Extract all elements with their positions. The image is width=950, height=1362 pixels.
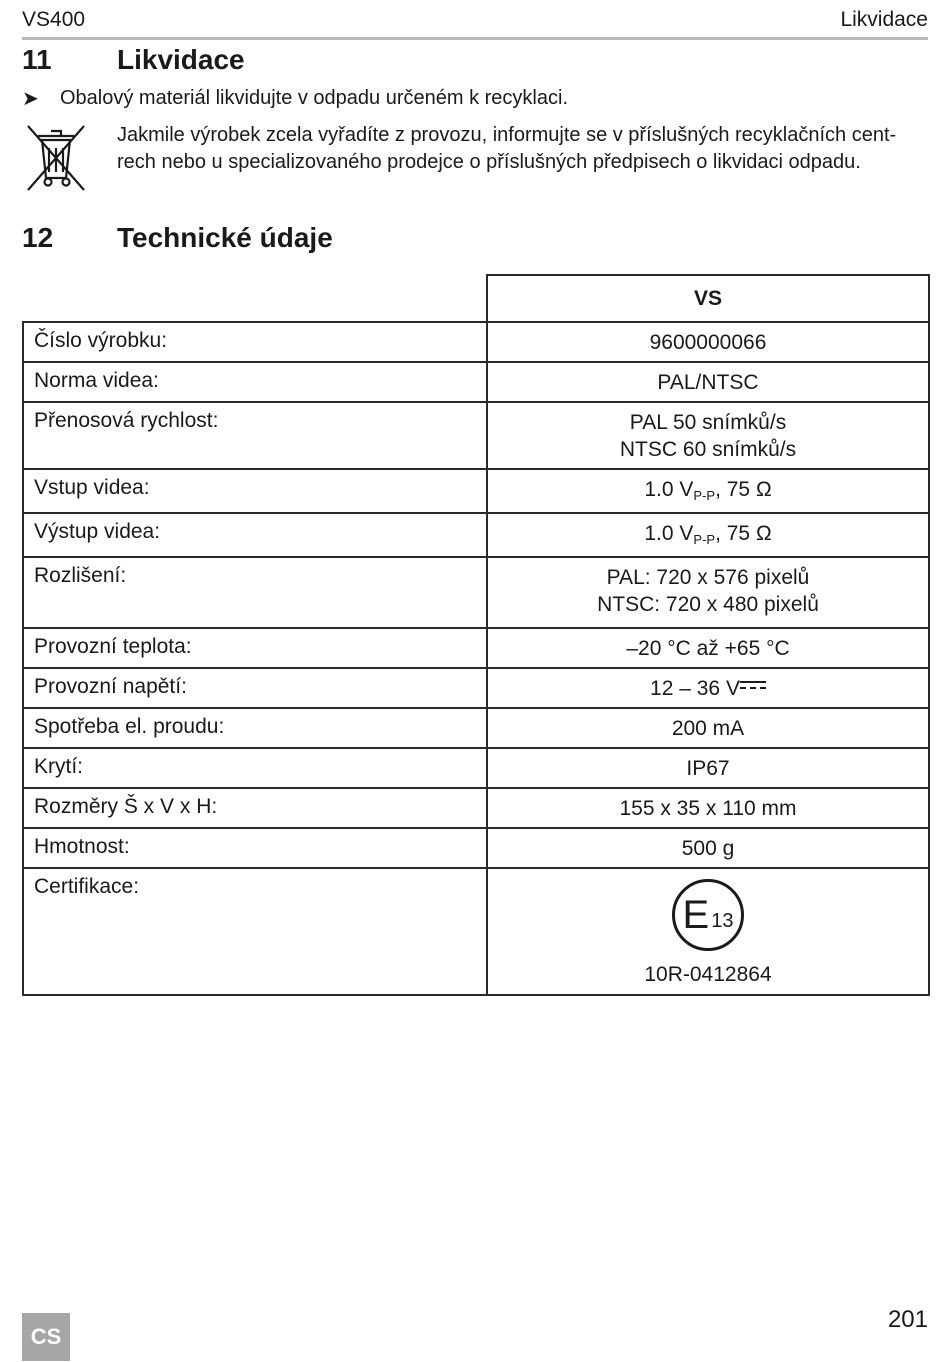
row-value: IP67 <box>487 748 929 788</box>
row-label: Výstup videa: <box>23 513 487 557</box>
bullet-text: Obalový materiál likvidujte v odpadu určeném k recyklaci. <box>60 87 568 109</box>
row-value: PAL/NTSC <box>487 362 929 402</box>
disposal-line-2: rech nebo u specializovaného prodejce o příslušných předpisech o likvidaci odpadu. <box>117 151 861 173</box>
language-badge: CS <box>22 1313 70 1361</box>
dc-symbol-icon <box>740 679 766 693</box>
table-row <box>23 748 929 788</box>
row-value <box>487 868 929 995</box>
row-value: 500 g <box>487 828 929 868</box>
disposal-line-1: Jakmile výrobek zcela vyřadíte z provozu, informujte se v příslušných recyklačních cent- <box>117 124 897 146</box>
section-11-title: Likvidace <box>117 44 245 75</box>
header-product: VS400 <box>22 8 86 31</box>
row-label: Provozní napětí: <box>23 668 487 708</box>
row-label: Certifikace: <box>23 868 487 995</box>
crossed-out-bin-icon <box>24 122 88 194</box>
column-header: VS <box>487 275 929 322</box>
table-row <box>23 868 929 995</box>
table-row <box>23 628 929 668</box>
value-subscript: P-P <box>693 488 716 503</box>
row-value: 9600000066 <box>487 322 929 362</box>
table-row <box>23 469 929 513</box>
row-value: –20 °C až +65 °C <box>487 628 929 668</box>
header-section: Likvidace <box>840 8 928 31</box>
row-label: Spotřeba el. proudu: <box>23 708 487 748</box>
row-value <box>487 668 929 708</box>
certification-number: 10R-0412864 <box>644 963 772 986</box>
header-divider <box>22 37 928 40</box>
table-header-row <box>23 275 929 322</box>
bullet-item <box>22 86 568 111</box>
row-label: Rozměry Š x V x H: <box>23 788 487 828</box>
value-line-2: NTSC: 720 x 480 pixelů <box>597 593 819 616</box>
value-main: 1.0 V <box>644 478 694 501</box>
table-row <box>23 557 929 628</box>
table-row <box>23 828 929 868</box>
value-line-1: PAL: 720 x 576 pixelů <box>606 566 810 589</box>
value-main: 1.0 V <box>644 522 694 545</box>
arrow-bullet-icon: ➤ <box>22 88 39 110</box>
table-row <box>23 788 929 828</box>
certification <box>498 875 918 988</box>
row-value <box>487 513 929 557</box>
e-mark-icon <box>672 879 744 951</box>
row-label: Hmotnost: <box>23 828 487 868</box>
row-label: Přenosová rychlost: <box>23 402 487 469</box>
table-row <box>23 708 929 748</box>
row-value: 200 mA <box>487 708 929 748</box>
table-row <box>23 362 929 402</box>
spec-table <box>22 274 930 996</box>
value-main: 12 – 36 V <box>650 677 740 700</box>
value-line-1: PAL 50 snímků/s <box>629 411 787 434</box>
section-12-title: Technické údaje <box>117 222 333 253</box>
table-corner <box>23 275 487 322</box>
table-row <box>23 402 929 469</box>
value-suffix: , 75 Ω <box>715 478 772 501</box>
row-value <box>487 557 929 628</box>
value-suffix: , 75 Ω <box>715 522 772 545</box>
page-number: 201 <box>887 1306 928 1333</box>
section-11-number: 11 <box>22 44 52 75</box>
row-label: Provozní teplota: <box>23 628 487 668</box>
row-label: Krytí: <box>23 748 487 788</box>
row-label: Rozlišení: <box>23 557 487 628</box>
row-label: Číslo výrobku: <box>23 322 487 362</box>
e-mark-number: 13 <box>711 909 734 932</box>
table-row <box>23 668 929 708</box>
e-mark-letter: E <box>682 893 710 937</box>
value-line-2: NTSC 60 snímků/s <box>619 438 797 461</box>
row-value <box>487 402 929 469</box>
row-value: 155 x 35 x 110 mm <box>487 788 929 828</box>
table-row <box>23 322 929 362</box>
disposal-info <box>117 122 929 176</box>
section-12-number: 12 <box>22 222 54 253</box>
row-label: Vstup videa: <box>23 469 487 513</box>
row-label: Norma videa: <box>23 362 487 402</box>
value-subscript: P-P <box>693 532 716 547</box>
table-row <box>23 513 929 557</box>
row-value <box>487 469 929 513</box>
